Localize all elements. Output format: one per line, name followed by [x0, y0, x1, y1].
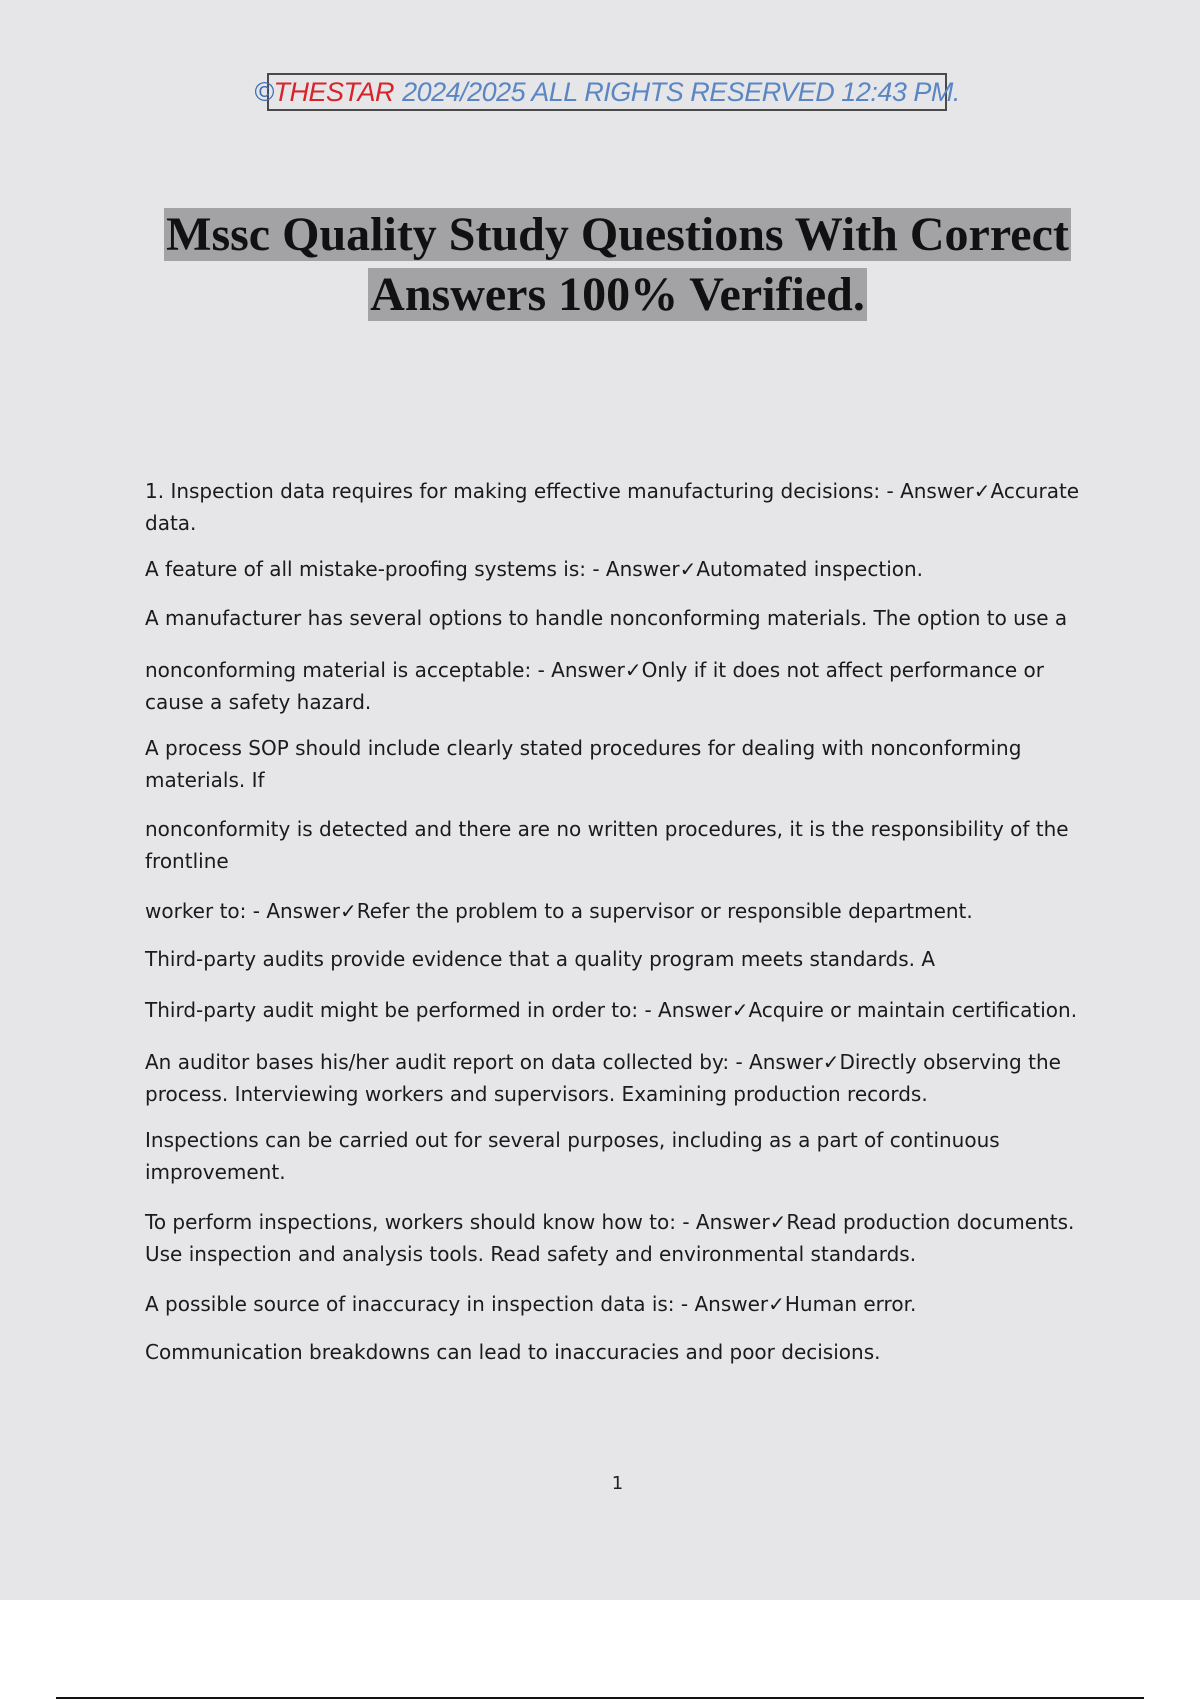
document-title: [100, 205, 1135, 325]
paragraph: nonconformity is detected and there are no written procedures, it is the responsibility of the frontline: [145, 817, 1069, 873]
paragraph: 1. Inspection data requires for making effective manufacturing decisions: - Answer✓Accurate data.: [145, 479, 1080, 535]
copyright-symbol: ©: [254, 76, 274, 107]
title-line-1: Mssc Quality Study Questions With Correct: [166, 208, 1069, 261]
paragraph: nonconforming material is acceptable: - Answer✓Only if it does not affect performance or cause a safety hazard.: [145, 658, 1045, 714]
brand-name: [254, 77, 394, 108]
paragraph: A process SOP should include clearly stated procedures for dealing with nonconforming materials. If: [145, 736, 1022, 792]
paragraph: A manufacturer has several options to handle nonconforming materials. The option to use a: [145, 606, 1068, 630]
paragraph: A possible source of inaccuracy in inspection data is: - Answer✓Human error.: [145, 1292, 917, 1316]
paragraph: To perform inspections, workers should know how to: - Answer✓Read production documents. Use inspection and analysis tools. Read safety and environmental standards.: [145, 1210, 1075, 1266]
paragraph: worker to: - Answer✓Refer the problem to a supervisor or responsible department.: [145, 899, 973, 923]
paragraph: Third-party audits provide evidence that a quality program meets standards. A: [145, 947, 936, 971]
page-number: 1: [611, 1473, 624, 1494]
brand-text: THESTAR: [273, 76, 395, 107]
copyright-banner: [254, 73, 960, 111]
paragraph: Communication breakdowns can lead to inaccuracies and poor decisions.: [145, 1340, 881, 1364]
title-line-2: Answers 100% Verified.: [370, 268, 865, 321]
rights-text: 2024/2025 ALL RIGHTS RESERVED 12:43 PM.: [402, 76, 960, 107]
paragraph: An auditor bases his/her audit report on data collected by: - Answer✓Directly observing the process. Interviewing workers and supervisors. Examining production records.: [145, 1050, 1061, 1106]
paragraph: A feature of all mistake-proofing systems is: - Answer✓Automated inspection.: [145, 557, 924, 581]
document-body: [145, 475, 1080, 1368]
paragraph: Inspections can be carried out for several purposes, including as a part of continuous improvement.: [145, 1128, 1000, 1184]
bottom-divider: [56, 1697, 1144, 1699]
paragraph: Third-party audit might be performed in order to: - Answer✓Acquire or maintain certification.: [145, 998, 1078, 1022]
